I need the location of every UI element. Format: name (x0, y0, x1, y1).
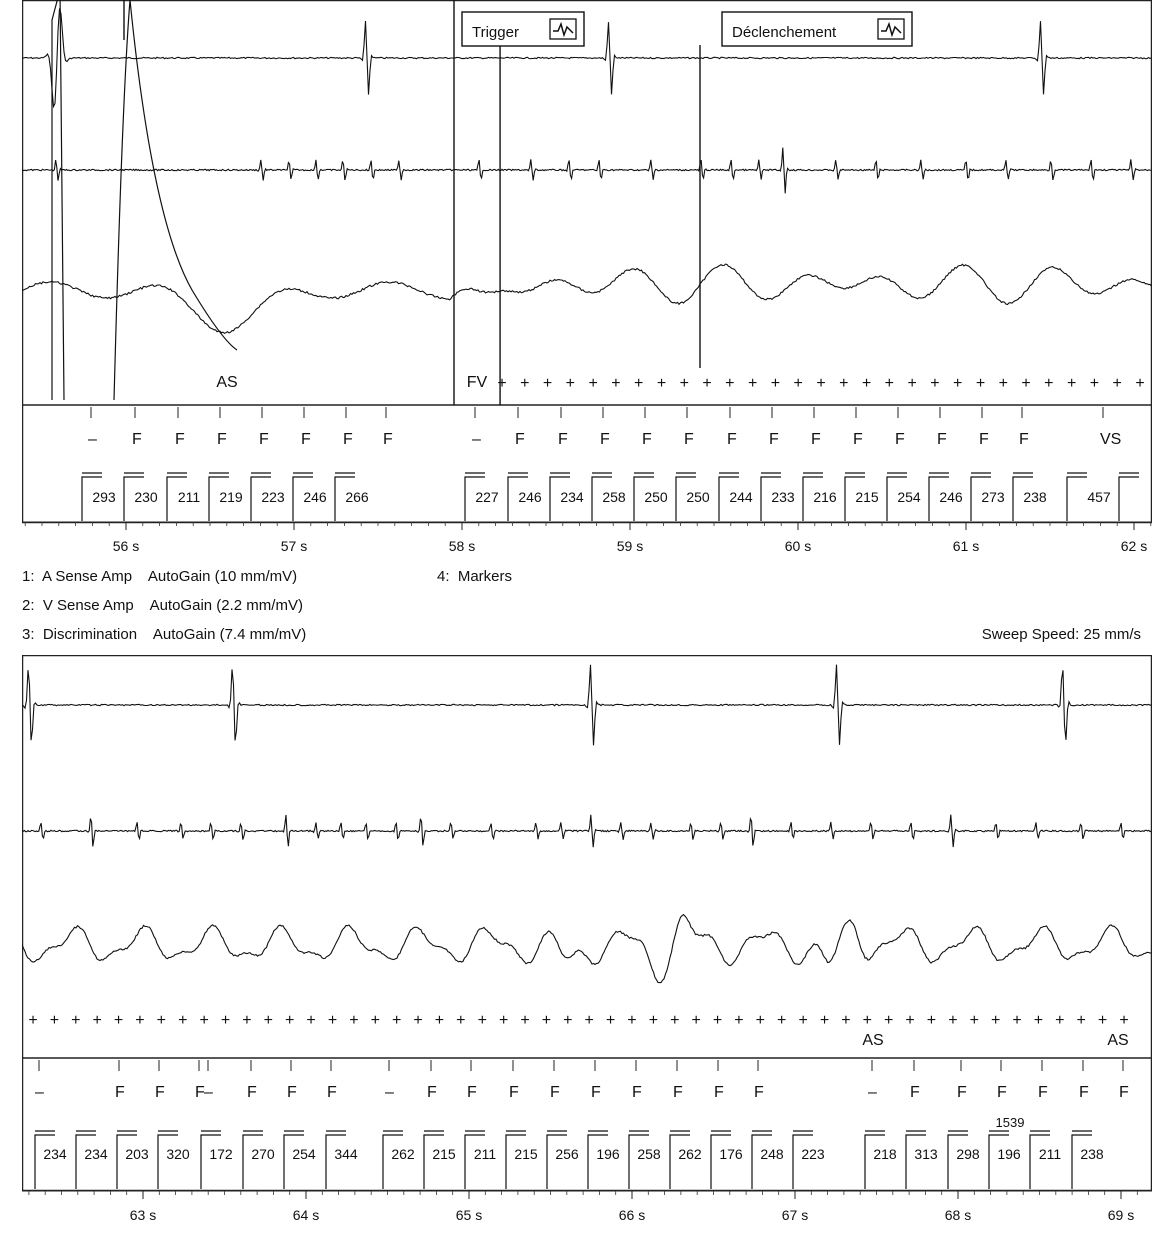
plus-marker: + (953, 375, 963, 392)
plus-marker: + (477, 1012, 487, 1029)
interval-value: 246 (303, 489, 327, 505)
plus-marker: + (861, 375, 872, 392)
plus-marker: + (798, 1012, 808, 1029)
plus-marker: + (1033, 1012, 1044, 1029)
interval-bracket (629, 1135, 649, 1189)
interval-value: 344 (334, 1146, 358, 1162)
plus-marker: + (498, 1012, 509, 1029)
interval-bracket (752, 1135, 772, 1189)
beat-marker: F (642, 431, 652, 448)
beat-marker: F (343, 431, 353, 448)
event-label: Déclenchement (732, 24, 837, 41)
beat-marker: F (550, 1084, 560, 1101)
interval-value: 223 (261, 489, 285, 505)
interval-value: 273 (981, 489, 1005, 505)
interval-value: 320 (166, 1146, 190, 1162)
plus-marker: + (1112, 375, 1122, 392)
beat-marker: F (217, 431, 227, 448)
plus-marker: + (178, 1012, 188, 1029)
interval-value: 254 (897, 489, 921, 505)
beat-marker: F (155, 1084, 165, 1101)
beat-marker: F (895, 431, 905, 448)
plus-marker: + (306, 1012, 316, 1029)
interval-value: 211 (1038, 1146, 1062, 1162)
sweep-speed: Sweep Speed: 25 mm/s (981, 626, 1141, 643)
plus-marker: + (679, 375, 689, 392)
interval-bracket (547, 1135, 567, 1189)
interval-value: 233 (771, 489, 795, 505)
plus-marker: + (734, 1012, 744, 1029)
interval-bracket (465, 1135, 485, 1189)
discrimination-marker: AS (216, 374, 238, 391)
beat-marker: – (868, 1084, 877, 1101)
interval-value: 298 (956, 1146, 980, 1162)
tick-label: 58 s (448, 538, 476, 554)
interval-bracket (326, 1135, 346, 1189)
plus-marker: + (1044, 375, 1054, 392)
plus-marker: + (1119, 1012, 1129, 1029)
beat-marker: F (1079, 1084, 1089, 1101)
interval-value: 218 (873, 1146, 897, 1162)
beat-marker: VS (1100, 431, 1122, 448)
interval-value: 223 (801, 1146, 825, 1162)
channel-discrimination-trace (22, 915, 1152, 983)
plus-marker: + (1097, 1012, 1108, 1029)
egm-panel-2 (22, 655, 1152, 1255)
plus-marker: + (391, 1012, 402, 1029)
interval-bracket (1030, 1135, 1050, 1189)
legend-line-2: 2: V Sense Amp AutoGain (2.2 mm/mV) (22, 597, 303, 614)
plus-marker: + (520, 1012, 530, 1029)
beat-marker: F (979, 431, 989, 448)
interval-value: 262 (391, 1146, 415, 1162)
plus-marker: + (49, 1012, 60, 1029)
plus-marker: + (1021, 375, 1031, 392)
artifact-trace (52, 0, 237, 400)
interval-bracket (1067, 477, 1087, 521)
interval-value: 258 (602, 489, 626, 505)
interval-bracket (948, 1135, 968, 1189)
interval-value: 211 (177, 489, 201, 505)
interval-value: 211 (473, 1146, 497, 1162)
plus-marker: + (990, 1012, 1001, 1029)
interval-value: 234 (43, 1146, 67, 1162)
plus-marker: + (520, 375, 530, 392)
plus-marker: + (862, 1012, 872, 1029)
plus-marker: + (588, 375, 598, 392)
plus-marker: + (627, 1012, 637, 1029)
interval-bracket (243, 1135, 263, 1189)
plus-marker: + (926, 1012, 937, 1029)
tick-label: 59 s (616, 538, 644, 554)
interval-value: 172 (209, 1146, 233, 1162)
plus-marker: + (1012, 1012, 1022, 1029)
beat-marker: F (301, 431, 311, 448)
plus-marker: + (839, 375, 849, 392)
plus-marker: + (907, 375, 917, 392)
plus-marker: + (413, 1012, 423, 1029)
plus-marker: + (497, 375, 507, 392)
interval-bracket (506, 1135, 526, 1189)
beat-marker: F (383, 431, 393, 448)
plus-marker: + (712, 1012, 723, 1029)
interval-value: 234 (560, 489, 584, 505)
beat-marker: F (515, 431, 525, 448)
plus-marker: + (819, 1012, 830, 1029)
plus-marker: + (1089, 375, 1100, 392)
discrimination-marker: AS (1107, 1032, 1129, 1049)
interval-bracket (793, 1135, 813, 1189)
plus-marker: + (793, 375, 803, 392)
interval-bracket (35, 1135, 55, 1189)
plus-marker: + (1076, 1012, 1086, 1029)
beat-marker: – (88, 431, 97, 448)
tick-label: 57 s (280, 538, 308, 554)
beat-marker: F (509, 1084, 519, 1101)
beat-marker: F (673, 1084, 683, 1101)
interval-bracket (117, 1135, 137, 1189)
plus-marker: + (816, 375, 826, 392)
plus-marker: + (1135, 375, 1145, 392)
interval-value: 203 (125, 1146, 149, 1162)
interval-value: 248 (760, 1146, 784, 1162)
beat-marker: F (1019, 431, 1029, 448)
plus-marker: + (220, 1012, 231, 1029)
beat-marker: F (287, 1084, 297, 1101)
interval-value: 254 (292, 1146, 316, 1162)
plus-marker: + (285, 1012, 295, 1029)
plus-marker: + (156, 1012, 167, 1029)
interval-bracket (711, 1135, 731, 1189)
plus-marker: + (541, 1012, 552, 1029)
beat-marker: – (35, 1084, 44, 1101)
interval-bracket (1119, 477, 1139, 521)
interval-value: 262 (678, 1146, 702, 1162)
plus-marker: + (691, 1012, 701, 1029)
interval-bracket (201, 1135, 221, 1189)
tick-label: 60 s (784, 538, 812, 554)
legend-line-3: 3: Discrimination AutoGain (7.4 mm/mV) (22, 626, 307, 643)
plus-marker: + (884, 375, 895, 392)
plus-marker: + (349, 1012, 359, 1029)
beat-marker: F (754, 1084, 764, 1101)
plus-marker: + (747, 375, 758, 392)
plus-marker: + (841, 1012, 851, 1029)
channel-a-sense-trace (22, 665, 1152, 746)
plus-marker: + (199, 1012, 209, 1029)
beat-marker: F (175, 431, 185, 448)
plus-marker: + (884, 1012, 894, 1029)
interval-value: 256 (555, 1146, 579, 1162)
tick-label: 63 s (129, 1207, 157, 1223)
interval-value: 270 (251, 1146, 275, 1162)
beat-marker: F (327, 1084, 337, 1101)
beat-marker: F (997, 1084, 1007, 1101)
plus-marker: + (948, 1012, 958, 1029)
plus-marker: + (584, 1012, 594, 1029)
plus-marker: + (542, 375, 553, 392)
plus-marker: + (434, 1012, 445, 1029)
plus-marker: + (327, 1012, 338, 1029)
tick-label: 69 s (1107, 1207, 1135, 1223)
interval-value: 244 (729, 489, 753, 505)
beat-marker: F (684, 431, 694, 448)
plus-marker: + (605, 1012, 616, 1029)
plus-marker: + (1055, 1012, 1065, 1029)
tick-label: 66 s (618, 1207, 646, 1223)
interval-value: 238 (1023, 489, 1047, 505)
interval-bracket (588, 1135, 608, 1189)
plus-marker: + (1066, 375, 1077, 392)
beat-marker: F (558, 431, 568, 448)
plus-marker: + (565, 375, 576, 392)
interval-value: 293 (92, 489, 116, 505)
interval-value: 234 (84, 1146, 108, 1162)
channel-v-sense-trace (22, 815, 1151, 848)
plus-marker: + (242, 1012, 252, 1029)
discrimination-marker: FV (466, 374, 488, 391)
interval-bracket (424, 1135, 444, 1189)
tick-label: 56 s (112, 538, 140, 554)
beat-marker: F (1119, 1084, 1129, 1101)
plus-marker: + (563, 1012, 573, 1029)
interval-value: 258 (637, 1146, 661, 1162)
interval-value: 196 (596, 1146, 620, 1162)
beat-marker: F (910, 1084, 920, 1101)
beat-marker: F (727, 431, 737, 448)
plus-marker: + (770, 375, 781, 392)
beat-marker: – (385, 1084, 394, 1101)
interval-value: 176 (719, 1146, 743, 1162)
plus-marker: + (113, 1012, 124, 1029)
interval-bracket (670, 1135, 690, 1189)
beat-marker: – (472, 431, 481, 448)
beat-marker: F (591, 1084, 601, 1101)
beat-marker: F (115, 1084, 125, 1101)
legend-line-1: 1: A Sense Amp AutoGain (10 mm/mV) (22, 568, 298, 585)
channel-a-sense-trace (22, 8, 1152, 106)
interval-bracket (865, 1135, 885, 1189)
plus-marker: + (777, 1012, 787, 1029)
plus-marker: + (634, 375, 644, 392)
plus-marker: + (702, 375, 712, 392)
interval-value: 196 (997, 1146, 1021, 1162)
beat-marker: F (811, 431, 821, 448)
interval-value: 215 (855, 489, 879, 505)
beat-marker: F (714, 1084, 724, 1101)
beat-marker: F (1038, 1084, 1048, 1101)
interval-value: 230 (134, 489, 158, 505)
interval-value: 313 (914, 1146, 938, 1162)
beat-marker: F (132, 431, 142, 448)
plus-marker: + (92, 1012, 102, 1029)
panel-frame (23, 656, 1152, 1191)
interval-value: 266 (345, 489, 369, 505)
beat-marker: F (427, 1084, 437, 1101)
beat-marker: F (467, 1084, 477, 1101)
plus-marker: + (998, 375, 1008, 392)
beat-marker: F (247, 1084, 257, 1101)
plus-marker: + (28, 1012, 38, 1029)
tick-label: 68 s (944, 1207, 972, 1223)
plus-marker: + (263, 1012, 273, 1029)
plus-marker: + (135, 1012, 145, 1029)
plus-marker: + (611, 375, 621, 392)
plus-marker: + (456, 1012, 466, 1029)
channel-discrimination-trace (22, 264, 1152, 333)
interval-bracket (989, 1135, 1009, 1189)
beat-marker: – (204, 1084, 213, 1101)
tick-label: 67 s (781, 1207, 809, 1223)
tick-label: 62 s (1120, 538, 1148, 554)
plus-marker: + (656, 375, 667, 392)
plus-marker: + (969, 1012, 979, 1029)
interval-value: 215 (432, 1146, 456, 1162)
interval-value: 246 (518, 489, 542, 505)
interval-value: 246 (939, 489, 963, 505)
plus-marker: + (71, 1012, 81, 1029)
interval-bracket (1072, 1135, 1092, 1189)
beat-marker: F (937, 431, 947, 448)
interval-extra-label: 1539 (995, 1115, 1025, 1130)
plus-marker: + (648, 1012, 659, 1029)
interval-value: 250 (644, 489, 668, 505)
interval-bracket (158, 1135, 178, 1189)
beat-marker: F (769, 431, 779, 448)
interval-bracket (76, 1135, 96, 1189)
plus-marker: + (670, 1012, 680, 1029)
discrimination-marker: AS (862, 1032, 884, 1049)
beat-marker: F (259, 431, 269, 448)
plus-marker: + (905, 1012, 915, 1029)
beat-marker: F (195, 1084, 205, 1101)
plus-marker: + (725, 375, 735, 392)
plus-marker: + (370, 1012, 380, 1029)
plus-marker: + (930, 375, 940, 392)
interval-value: 250 (686, 489, 710, 505)
interval-value: 219 (219, 489, 243, 505)
beat-marker: F (600, 431, 610, 448)
interval-value: 457 (1087, 489, 1111, 505)
egm-panel-1 (22, 0, 1152, 560)
interval-value: 215 (514, 1146, 538, 1162)
interval-value: 227 (475, 489, 499, 505)
legend-markers: 4: Markers (437, 568, 513, 585)
beat-marker: F (853, 431, 863, 448)
beat-marker: F (957, 1084, 967, 1101)
plus-marker: + (755, 1012, 766, 1029)
beat-marker: F (632, 1084, 642, 1101)
interval-bracket (383, 1135, 403, 1189)
interval-bracket (284, 1135, 304, 1189)
interval-value: 238 (1080, 1146, 1104, 1162)
tick-label: 64 s (292, 1207, 320, 1223)
interval-value: 216 (813, 489, 837, 505)
interval-bracket (906, 1135, 926, 1189)
tick-label: 65 s (455, 1207, 483, 1223)
tick-label: 61 s (952, 538, 980, 554)
channel-v-sense-trace (22, 148, 1151, 194)
plus-marker: + (975, 375, 986, 392)
event-label: Trigger (472, 24, 519, 41)
